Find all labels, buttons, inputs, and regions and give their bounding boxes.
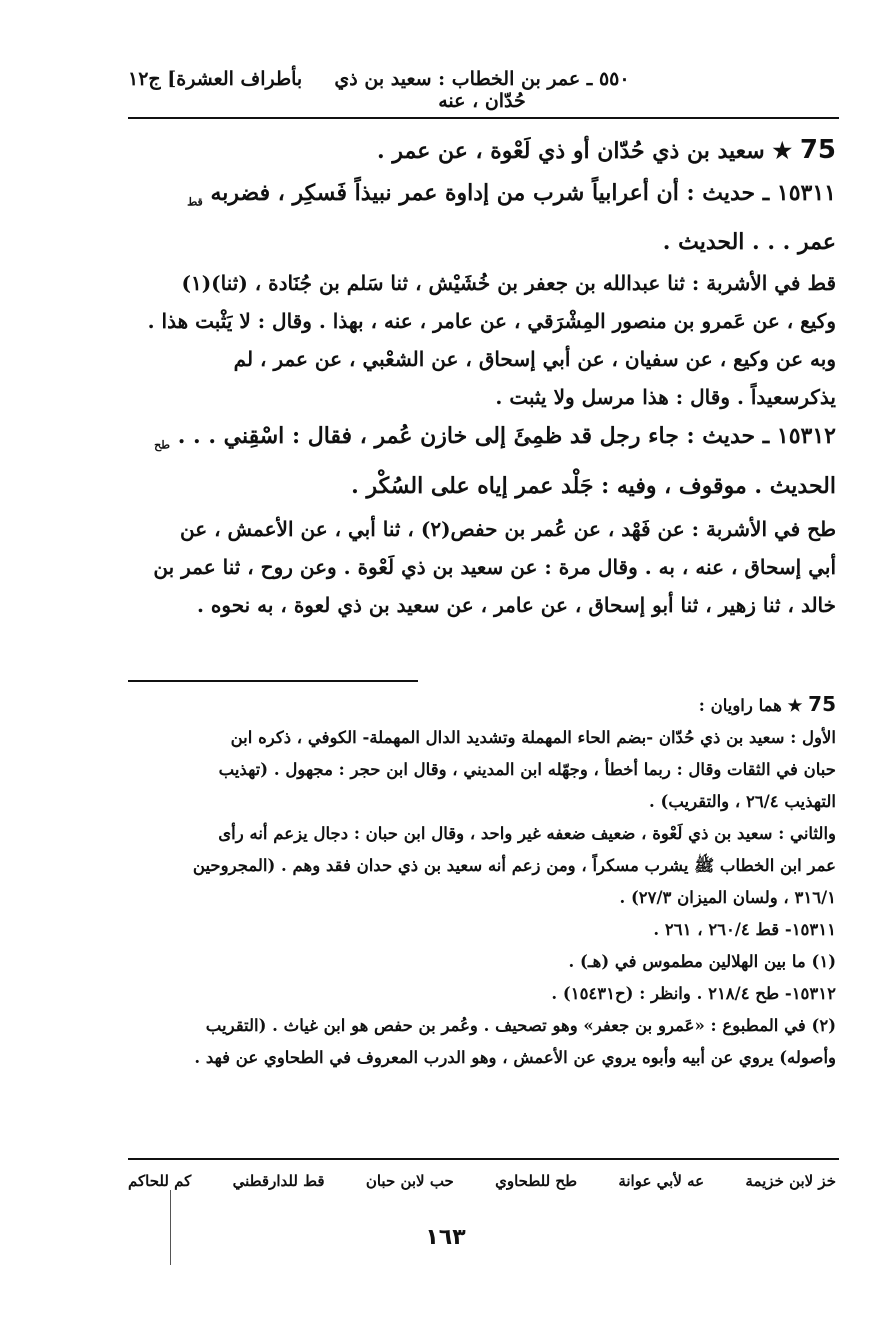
abbrev-item: كم للحاكم	[128, 1172, 192, 1190]
paragraph-qt	[128, 264, 836, 416]
para1-line: يذكرسعيداً . وقال : هذا مرسل ولا يثبت .	[495, 385, 836, 410]
footnote-rule	[128, 680, 418, 682]
abbrev-item: طح للطحاوي	[495, 1172, 578, 1190]
abbrev-item: حب لابن حبان	[365, 1172, 454, 1190]
footnote-line: حبان في الثقات وقال : ربما أخطأ ، وجهّله ابن المديني ، وقال ابن حجر : مجهول . (تهذيب	[218, 760, 836, 779]
footnote-line: (١) ما بين الهلالين مطموس في (هـ) .	[568, 952, 836, 971]
header-center: ٥٥٠ ـ عمر بن الخطاب : سعيد بن ذي حُدّان ، عنه	[334, 68, 630, 112]
entry-title	[128, 128, 836, 173]
hadith-15311-text1: ١٥٣١١ ـ حديث : أن أعرابياً شرب من إداوة عمر نبيذاً فَسكِر ، فضربه	[210, 180, 836, 206]
para2-line: خالد ، ثنا زهير ، ثنا أبو إسحاق ، عن عامر ، عن سعيد بن ذي لعوة ، به نحوه .	[196, 592, 836, 617]
hadith-15311-marker: قط	[187, 195, 203, 209]
footnote-line: عمر ابن الخطاب ﷺ يشرب مسكراً ، ومن زعم أنه سعيد بن ذي حدان فقد وهم . (المجروحين	[192, 856, 836, 875]
hadith-15312-line1	[128, 416, 836, 465]
hadith-15311-line2: عمر . . . الحديث .	[662, 229, 836, 256]
abbrev-item: خز لابن خزيمة	[745, 1172, 836, 1190]
entry-number: 75	[799, 135, 836, 165]
para2-line: أبي إسحاق ، عنه ، به . وقال مرة : عن سعيد بن ذي لَعْوة . وعن روح ، ثنا عمر بن	[153, 554, 836, 579]
para1-line: وبه عن وكيع ، عن سفيان ، عن أبي إسحاق ، عن الشعْبي ، عن عمر ، لم	[233, 347, 836, 372]
page-number: ١٦٣	[425, 1225, 466, 1250]
hadith-15311-line1	[128, 173, 836, 222]
footnote-head	[128, 688, 836, 722]
entry-title-text: سعيد بن ذي حُدّان أو ذي لَعْوة ، عن عمر .	[377, 138, 765, 164]
footnote-number: 75	[808, 692, 836, 716]
footnote-line: والثاني : سعيد بن ذي لَعْوة ، ضعيف ضعفه غير واحد ، وقال ابن حبان : دجال يزعم أنه رأى	[218, 824, 836, 843]
hadith-15312	[128, 416, 836, 505]
main-text	[128, 128, 836, 624]
footnote-line: الأول : سعيد بن ذي حُدّان -بضم الحاء المهملة وتشديد الدال المهملة- الكوفي ، ذكره ابن	[230, 728, 836, 747]
footnote-line: ١٥٣١٢- طح ٢١٨/٤ . وانظر : (ح١٥٤٣١) .	[551, 984, 836, 1003]
para2-line: طح في الأشربة : عن فَهْد ، عن عُمر بن حفص(٢) ، ثنا أبي ، عن الأعمش ، عن	[180, 516, 836, 541]
abbrev-item: عه لأبي عوانة	[618, 1172, 705, 1190]
running-header	[128, 60, 836, 112]
footnote-head-text: هما راويان :	[698, 696, 782, 715]
footnote-line: ١٥٣١١- قط ٢٦٠/٤ ، ٢٦١ .	[653, 920, 836, 939]
hadith-15312-line2: الحديث . موقوف ، وفيه : جَلْد عمر إياه على السُكْر .	[351, 472, 836, 499]
para1-line: قط في الأشربة : ثنا عبدالله بن جعفر بن خُشَيْش ، ثنا سَلم بن جُنَادة ، (ثنا)(١)	[181, 271, 836, 296]
abbreviations-key	[128, 1172, 836, 1190]
header-left: بأطراف العشرة] ج١٢	[128, 68, 303, 90]
hadith-15312-text1: ١٥٣١٢ ـ حديث : جاء رجل قد ظمِئَ إلى خازن عُمر ، فقال : اسْقِني . . .	[177, 423, 836, 450]
abbrev-item: قط للدارقطني	[232, 1172, 325, 1190]
footnote-line: وأصوله) يروي عن أبيه وأبوه يروي عن الأعمش ، وهو الدرب المعروف في الطحاوي عن فهد .	[194, 1048, 836, 1067]
footnotes	[128, 688, 836, 1074]
star-icon: ★	[772, 138, 793, 164]
abbreviations-rule	[128, 1158, 839, 1160]
hadith-15312-marker: طح	[154, 438, 171, 452]
footnote-line: التهذيب ٢٦/٤ ، والتقريب) .	[649, 792, 836, 811]
star-icon: ★	[787, 696, 803, 715]
paragraph-th	[128, 510, 836, 624]
para1-line: وكيع ، عن عَمرو بن منصور المِشْرَقي ، عن عامر ، عنه ، بهذا . وقال : لا يَثْبت هذا .	[147, 309, 836, 334]
header-rule	[128, 117, 839, 119]
hadith-15311	[128, 173, 836, 262]
footnote-line: (٢) في المطبوع : «عَمرو بن جعفر» وهو تصحيف . وعُمر بن حفص هو ابن غياث . (التقريب	[205, 1016, 836, 1035]
footnote-line: ٣١٦/١ ، ولسان الميزان ٢٧/٣) .	[619, 888, 836, 907]
